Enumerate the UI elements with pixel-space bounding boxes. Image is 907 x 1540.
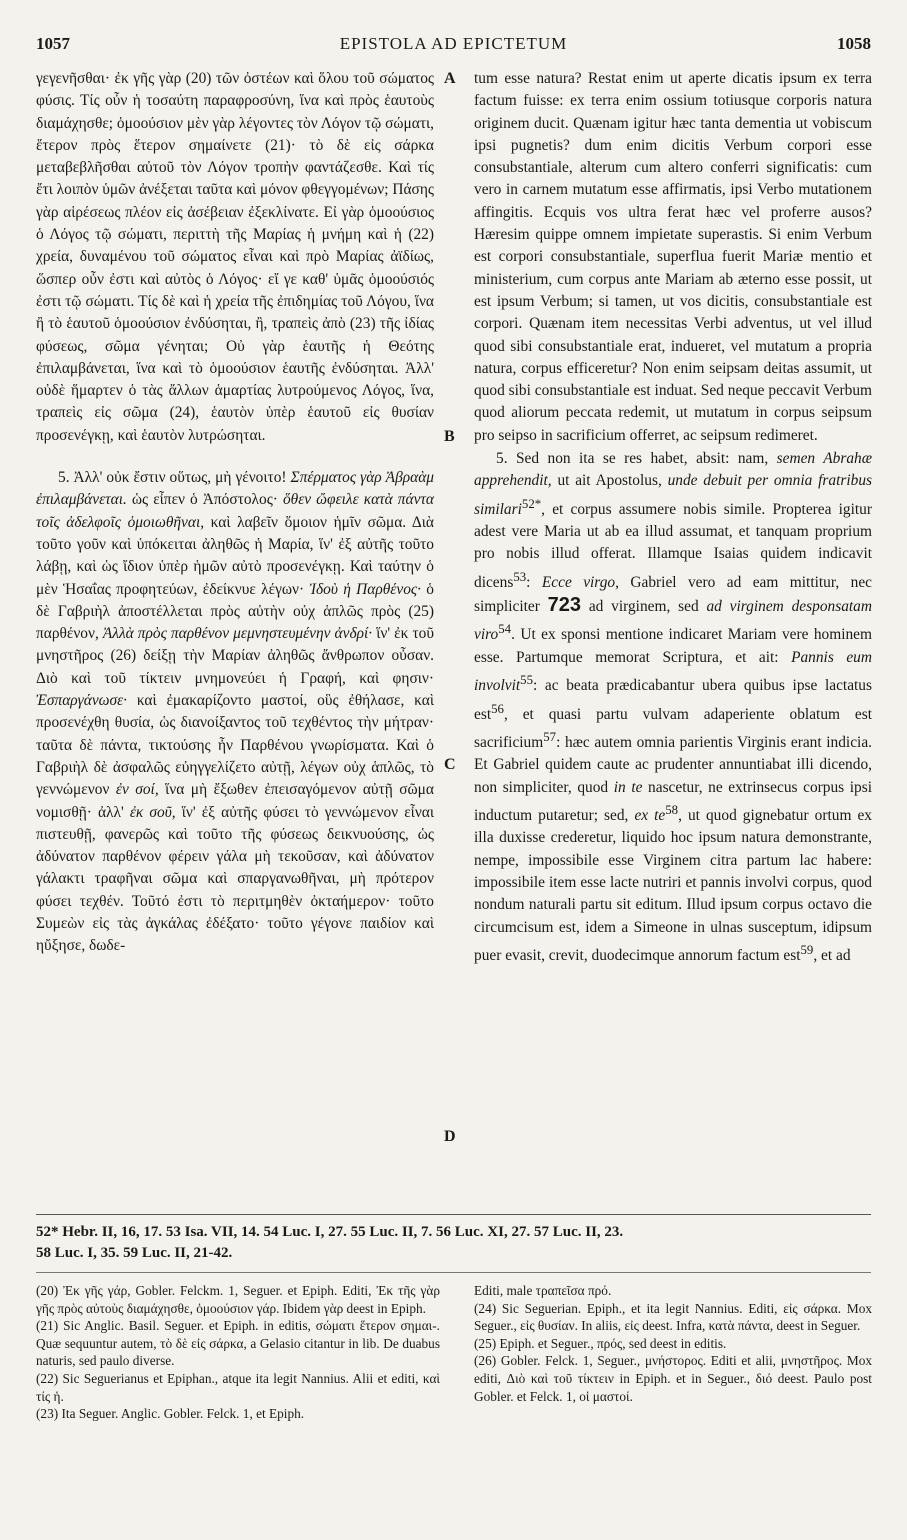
critical-note: (20) Ἐκ γῆς γάρ, Gobler. Felckm. 1, Seguer. et Epiph. Editi, Ἐκ τῆς γὰρ γῆς πρὸς αὐτοὺς διαμάχησθε, ὁμοούσιον γάρ. Ibidem γὰρ deest in Epiph. xyxy=(36,1283,440,1316)
critical-note: (26) Gobler. Felck. 1, Seguer., μνήστορος. Editi et alii, μνηστῆρος. Mox editi, Διὸ καὶ τοῦ τίκτειν in Epiph. et in Seguer., διό deest. Paulo post Gobler. et Felck. 1, οἱ μαστοί. xyxy=(474,1353,872,1404)
critical-note: (23) Ita Seguer. Anglic. Gobler. Felck. 1, et Epiph. xyxy=(36,1406,305,1422)
latin-quote: semen Abrahæ apprehendit, xyxy=(474,450,872,490)
latin-quote: unde debuit per omnia fratribus similari xyxy=(474,472,873,518)
latin-text: ut ait Apostolus, xyxy=(551,472,668,490)
running-header xyxy=(36,34,871,60)
footnote-divider xyxy=(36,1214,871,1215)
latin-text: , et corpus assumere nobis simile. Propterea igitur adest vere Maria ut ab ea illud assumat, et tanquam proprium pro nobis illud offerat. Illamque Isaias quidem indicavit dicens xyxy=(474,500,872,591)
latin-quote: in te xyxy=(613,778,643,796)
greek-quote: Ἐσπαργάνωσε· xyxy=(36,692,128,710)
critical-note: (24) Sic Seguerian. Epiph., et ita legit Nannius. Editi, εἰς σάρκα. Mox Seguer., εἰς θυσίαν. In aliis, εἰς deest. Infra, κατὰ πάντα, deest in Seguer. xyxy=(474,1300,872,1334)
greek-text: καὶ λαβεῖν ὅμοιον ἡμῖν σῶμα. Διὰ τοῦτο γοῦν καὶ ὑπόκειται ἀληθῶς ἡ Μαρία, ἵν' ἐξ αὐτῆς τοῦτο λάβῃ, καὶ ὡς ἴδιον ὑπὲρ ἡμῶν αὐτὸ προσενέγκῃ. Καὶ ταύτην ὁ μὲν Ἡσαΐας προφητεύων, ἐδείκνυε λέγων· xyxy=(36,513,434,598)
scripture-references-line-2: 58 Luc. I, 35. 59 Luc. II, 21-42. xyxy=(36,1245,233,1261)
latin-quote: ad virginem desponsatam viro xyxy=(474,598,872,644)
footnote-ref: 55 xyxy=(520,673,533,688)
greek-text: καὶ ἐμακαρίζοντο μαστοί, οὓς ἐθήλασε, καὶ προσενέχθη θυσία, ὡς διανοίξαντος τοῦ τεχθέντος τὴν μήτραν· ταῦτα δὲ πάντα, τικτούσης ἦν Παρθένου γνωρίσματα. Καὶ ὁ Γαβριὴλ δὲ ἀσφαλῶς εὐηγγελίζετο αὐτῇ, λέγων οὐχ ἁπλῶς, τὸ γεννώμενον xyxy=(36,692,434,799)
latin-paragraph-1: tum esse natura? Restat enim ut aperte dicatis ipsum ex terra factum fuisse: ex terra enim ossium totiusque corporis natura originem ducit. Quænam igitur hæc tanta dementia ut vobiscum ipsi pugnetis? dum enim dicitis Verbum corpori esse consubstantiale, alterum cum altero conferri significatis: cum vero in carnem mutatum esse affirmatis, ipsi Verbo mutationem affingitis. Ecquis vos ultra ferat hæc vel proferre ausos? Hæresim quippe omnem impietate superastis. Si enim Verbum est corpori consubstantiale, superflua fuerit Mariæ mentio et ministerium, cum corpus ante Mariam ab æterno esse possit, ut est ipsum Verbum; si tamen, ut vos dicitis, consubstantiale est corpori. Quænam item necessitas Verbi adventus, ut vel illud quod sibi consubstantiale erat, indueret, vel mutatum a propria natura, corpus efficeretur? Non enim seipsam deitas assumit, ut quod sibi consubstantiale est induat. Sed neque peccavit Verbum quod aliorum peccata redemit, ut mutatum in corpus seipsum pro seipso in sacrificium offerret, ac seipsum redimeret. xyxy=(474,70,872,444)
greek-text: ἵν' ἐξ αὐτῆς φύσει τὸ γεννώμενον εἶναι πιστευθῇ, φανερῶς καὶ τοῦτο τῆς φύσεως δεικνυούσης, ὡς ἀδύνατον παρθένον φέρειν γάλα μὴ τεκοῦσαν, καὶ ἀδύνατον γάλακτι τραφῆναι σῶμα καὶ σπαργανωθῆναι, μὴ πρότερον φύσει τεχθέν. Τοῦτό ἐστι τὸ περιτμηθὲν ὀκταήμερον· τοῦτο Συμεὼν εἰς τὰς ἀγκάλας ἐδέξατο· τοῦτο γέγονε παιδίον καὶ ηὔξησε, δωδε- xyxy=(36,803,434,955)
latin-text: : hæc autem omnia parientis Virginis erant indicia. Et Gabriel quidem caute ac prudenter annuntiabat illi dicendo, non simpliciter, quod xyxy=(474,734,872,796)
greek-quote: ἐν σοί, xyxy=(115,781,159,799)
critical-note: (22) Sic Seguerianus et Epiphan., atque ita legit Nannius. Alii et editi, καὶ τίς ἡ. xyxy=(36,1370,440,1404)
critical-note: (25) Epiph. et Seguer., πρός, sed deest in editis. xyxy=(474,1335,727,1351)
greek-quote: Σπέρματος γὰρ Ἀβραὰμ ἐπιλαμβάνεται. xyxy=(36,469,435,509)
greek-quote: Ἀλλὰ πρὸς παρθένον μεμνηστευμένην ἀνδρί· xyxy=(102,625,373,643)
critical-notes-right xyxy=(474,1282,872,1405)
greek-text: 5. Ἀλλ' οὐκ ἔστιν οὕτως, μὴ γένοιτο! xyxy=(58,469,291,487)
footnote-ref: 54 xyxy=(498,622,512,637)
latin-text: nascetur, ne extrinsecus corpus ipsi inductum putaretur; sed, xyxy=(474,778,872,825)
latin-text: 5. Sed non ita se res habet, absit: nam, xyxy=(496,450,777,468)
latin-text: , et quasi partu vulvam adaperiente oblatum est sacrificium xyxy=(474,705,872,752)
greek-paragraph-2 xyxy=(36,467,434,958)
footnote-ref: 53 xyxy=(513,569,527,584)
critical-note: Editi, male τραπεῖσα πρό. xyxy=(474,1283,612,1298)
latin-quote: Pannis eum involvit xyxy=(474,648,872,695)
notes-divider xyxy=(36,1272,871,1273)
latin-text: Gabriel vero ad eam mittitur, nec simpliciter xyxy=(474,573,872,616)
scripture-references-line-1: 52* Hebr. II, 16, 17. 53 Isa. VII, 14. 54 Luc. I, 27. 55 Luc. II, 7. 56 Luc. XI, 27. 57 Luc. II, 23. xyxy=(36,1224,624,1240)
latin-text: , et ad xyxy=(813,946,851,964)
greek-text: ὡς εἶπεν ὁ Ἀπόστολος· xyxy=(126,491,283,509)
latin-text: : ac beata prædicabantur ubera quibus ipse lactatus est xyxy=(474,677,872,723)
footnote-ref: 56 xyxy=(491,701,504,716)
footnote-ref: 57 xyxy=(543,729,557,744)
footnote-ref: 59 xyxy=(800,942,814,957)
greek-text: ὁ δὲ Γαβριὴλ ἀποστέλλεται πρὸς αὐτὴν οὐχ ἁπλῶς πρὸς (25) παρθένον, xyxy=(36,580,434,643)
margin-marker-b: B xyxy=(444,428,455,445)
edition-page-number: 723 xyxy=(547,594,582,617)
greek-quote: ὅθεν ὤφειλε κατὰ πάντα τοῖς ἀδελφοῖς ὁμοιωθῆναι, xyxy=(36,491,434,531)
scripture-references xyxy=(36,1222,871,1264)
page-number-left: 1057 xyxy=(36,34,70,53)
latin-text: , ut quod gignebatur ortum ex illa duxisse crederetur, liquido hoc ipsum natura demonstrante, nempe, impossibile esse Virginem citra partum lac habere: impossibile item esse lacte nutriri et pannis involvi corpus, quod nondum naturali partu sit editum. Illud ipsum corpus octavo die circumcisum est, idem a Simeone in ulnas susceptum, idipsum puer evasit, crevit, duodecimque annorum factum est xyxy=(474,807,872,964)
critical-note: (21) Sic Anglic. Basil. Seguer. et Epiph. in editis, σώματι ἕτερον σημαι-. Quæ sequuntur autem, τὸ δὲ εἰς σάρκα, a Gelasio citantur in lib. De duabus naturis, sed paulo diverse. xyxy=(36,1318,440,1369)
latin-text: . Ut ex sponsi mentione indicaret Mariam vere hominem esse. Partumque memorat Scriptura, et ait: xyxy=(474,626,872,666)
latin-text: ad virginem, sed xyxy=(581,598,707,616)
running-title: EPISTOLA AD EPICTETUM xyxy=(339,34,568,53)
latin-quote: ex te xyxy=(634,807,666,825)
greek-quote: Ἰδοὺ ἡ Παρθένος· xyxy=(309,580,421,598)
greek-column xyxy=(36,68,434,958)
margin-marker-d: D xyxy=(444,1128,456,1145)
greek-text: ἵν' ἐκ τοῦ μνηστῆρος (26) δείξῃ τὴν Μαρίαν ἀληθῶς ἄνθρωπον οὖσαν. Διὸ καὶ τοῦ τίκτειν μνημονεύει ἡ Γραφή, καὶ φησιν· xyxy=(36,625,434,687)
latin-quote: Ecce virgo, xyxy=(541,573,619,591)
margin-marker-a: A xyxy=(444,70,456,87)
greek-text: ἵνα μὴ ἔξωθεν ἐπεισαγόμενον αὐτῇ σῶμα νομισθῇ· ἀλλ' xyxy=(36,781,434,821)
greek-paragraph-1: γεγενῆσθαι· ἐκ γῆς γὰρ (20) τῶν ὀστέων καὶ ὅλου τοῦ σώματος φύσις. Τίς οὖν ἡ τοσαύτη παραφροσύνη, ἵνα καὶ πρὸς ἑαυτοὺς διαμάχησθε; ὁμοούσιον μὲν γὰρ λέγοντες τὸν Λόγον τῷ σώματι, ἕτερον πρὸς ἕτερον σημαίνετε (21)· τὸ δὲ εἰς σάρκα μεταβεβλῆσθαι αὐτοῦ τὸν Λόγον τροπὴν φαντάζεσθε. Καὶ τίς ἔτι λοιπὸν ὑμῶν ἀνέξεται ταῦτα καὶ μόνον φθεγγομένων; Πάσης γὰρ αἱρέσεως πλέον εἰς ἀσέβειαν ἐξεκλίνατε. Εἰ γὰρ ὁμοούσιος ὁ Λόγος τῷ σώματι, περιττὴ τῆς Μαρίας ἡ μνήμη καὶ ἡ (22) χρεία, δυναμένου τοῦ σώματος εἶναι καὶ πρὸ Μαρίας ἀϊδίως, ὥσπερ οὖν ἐστι καὶ αὐτὸς ὁ Λόγος· εἴ γε καθ' ὑμᾶς ὁμοούσιός ἐστι τῷ σώματι. Τίς δὲ καὶ ἡ χρεία τῆς ἐπιδημίας τοῦ Λόγου, ἵνα ἢ τὸ ἑαυτοῦ ὁμοούσιον ἐνδύσηται, ἢ, τραπεὶς ἀπὸ (23) τῆς ἰδίας φύσεως, σῶμα γένηται; Οὐ γὰρ ἑαυτῆς ἡ Θεότης ἐπιλαμβάνεται, ἵνα καὶ τὸ ὁμοούσιον ἑαυτῆς ἐνδύσηται. Ἀλλ' οὐδὲ ἥμαρτεν ὁ τὰς ἄλλων ἁμαρτίας λυτρούμενος Λόγος, ἵνα, τραπεὶς εἰς σῶμα (24), ἑαυτὸν ὑπὲρ ἑαυτοῦ εἰς θυσίαν προσενέγκῃ, καὶ ἑαυτὸν λυτρώσηται. xyxy=(36,70,434,444)
latin-paragraph-2 xyxy=(474,448,872,967)
latin-column xyxy=(474,68,872,967)
page-number-right: 1058 xyxy=(837,34,871,53)
greek-quote: ἐκ σοῦ, xyxy=(129,803,176,821)
footnote-ref: 52* xyxy=(521,496,542,511)
latin-text: : xyxy=(526,573,542,591)
margin-marker-c: C xyxy=(444,756,456,773)
footnote-ref: 58 xyxy=(665,802,679,817)
critical-notes-left xyxy=(36,1282,440,1423)
